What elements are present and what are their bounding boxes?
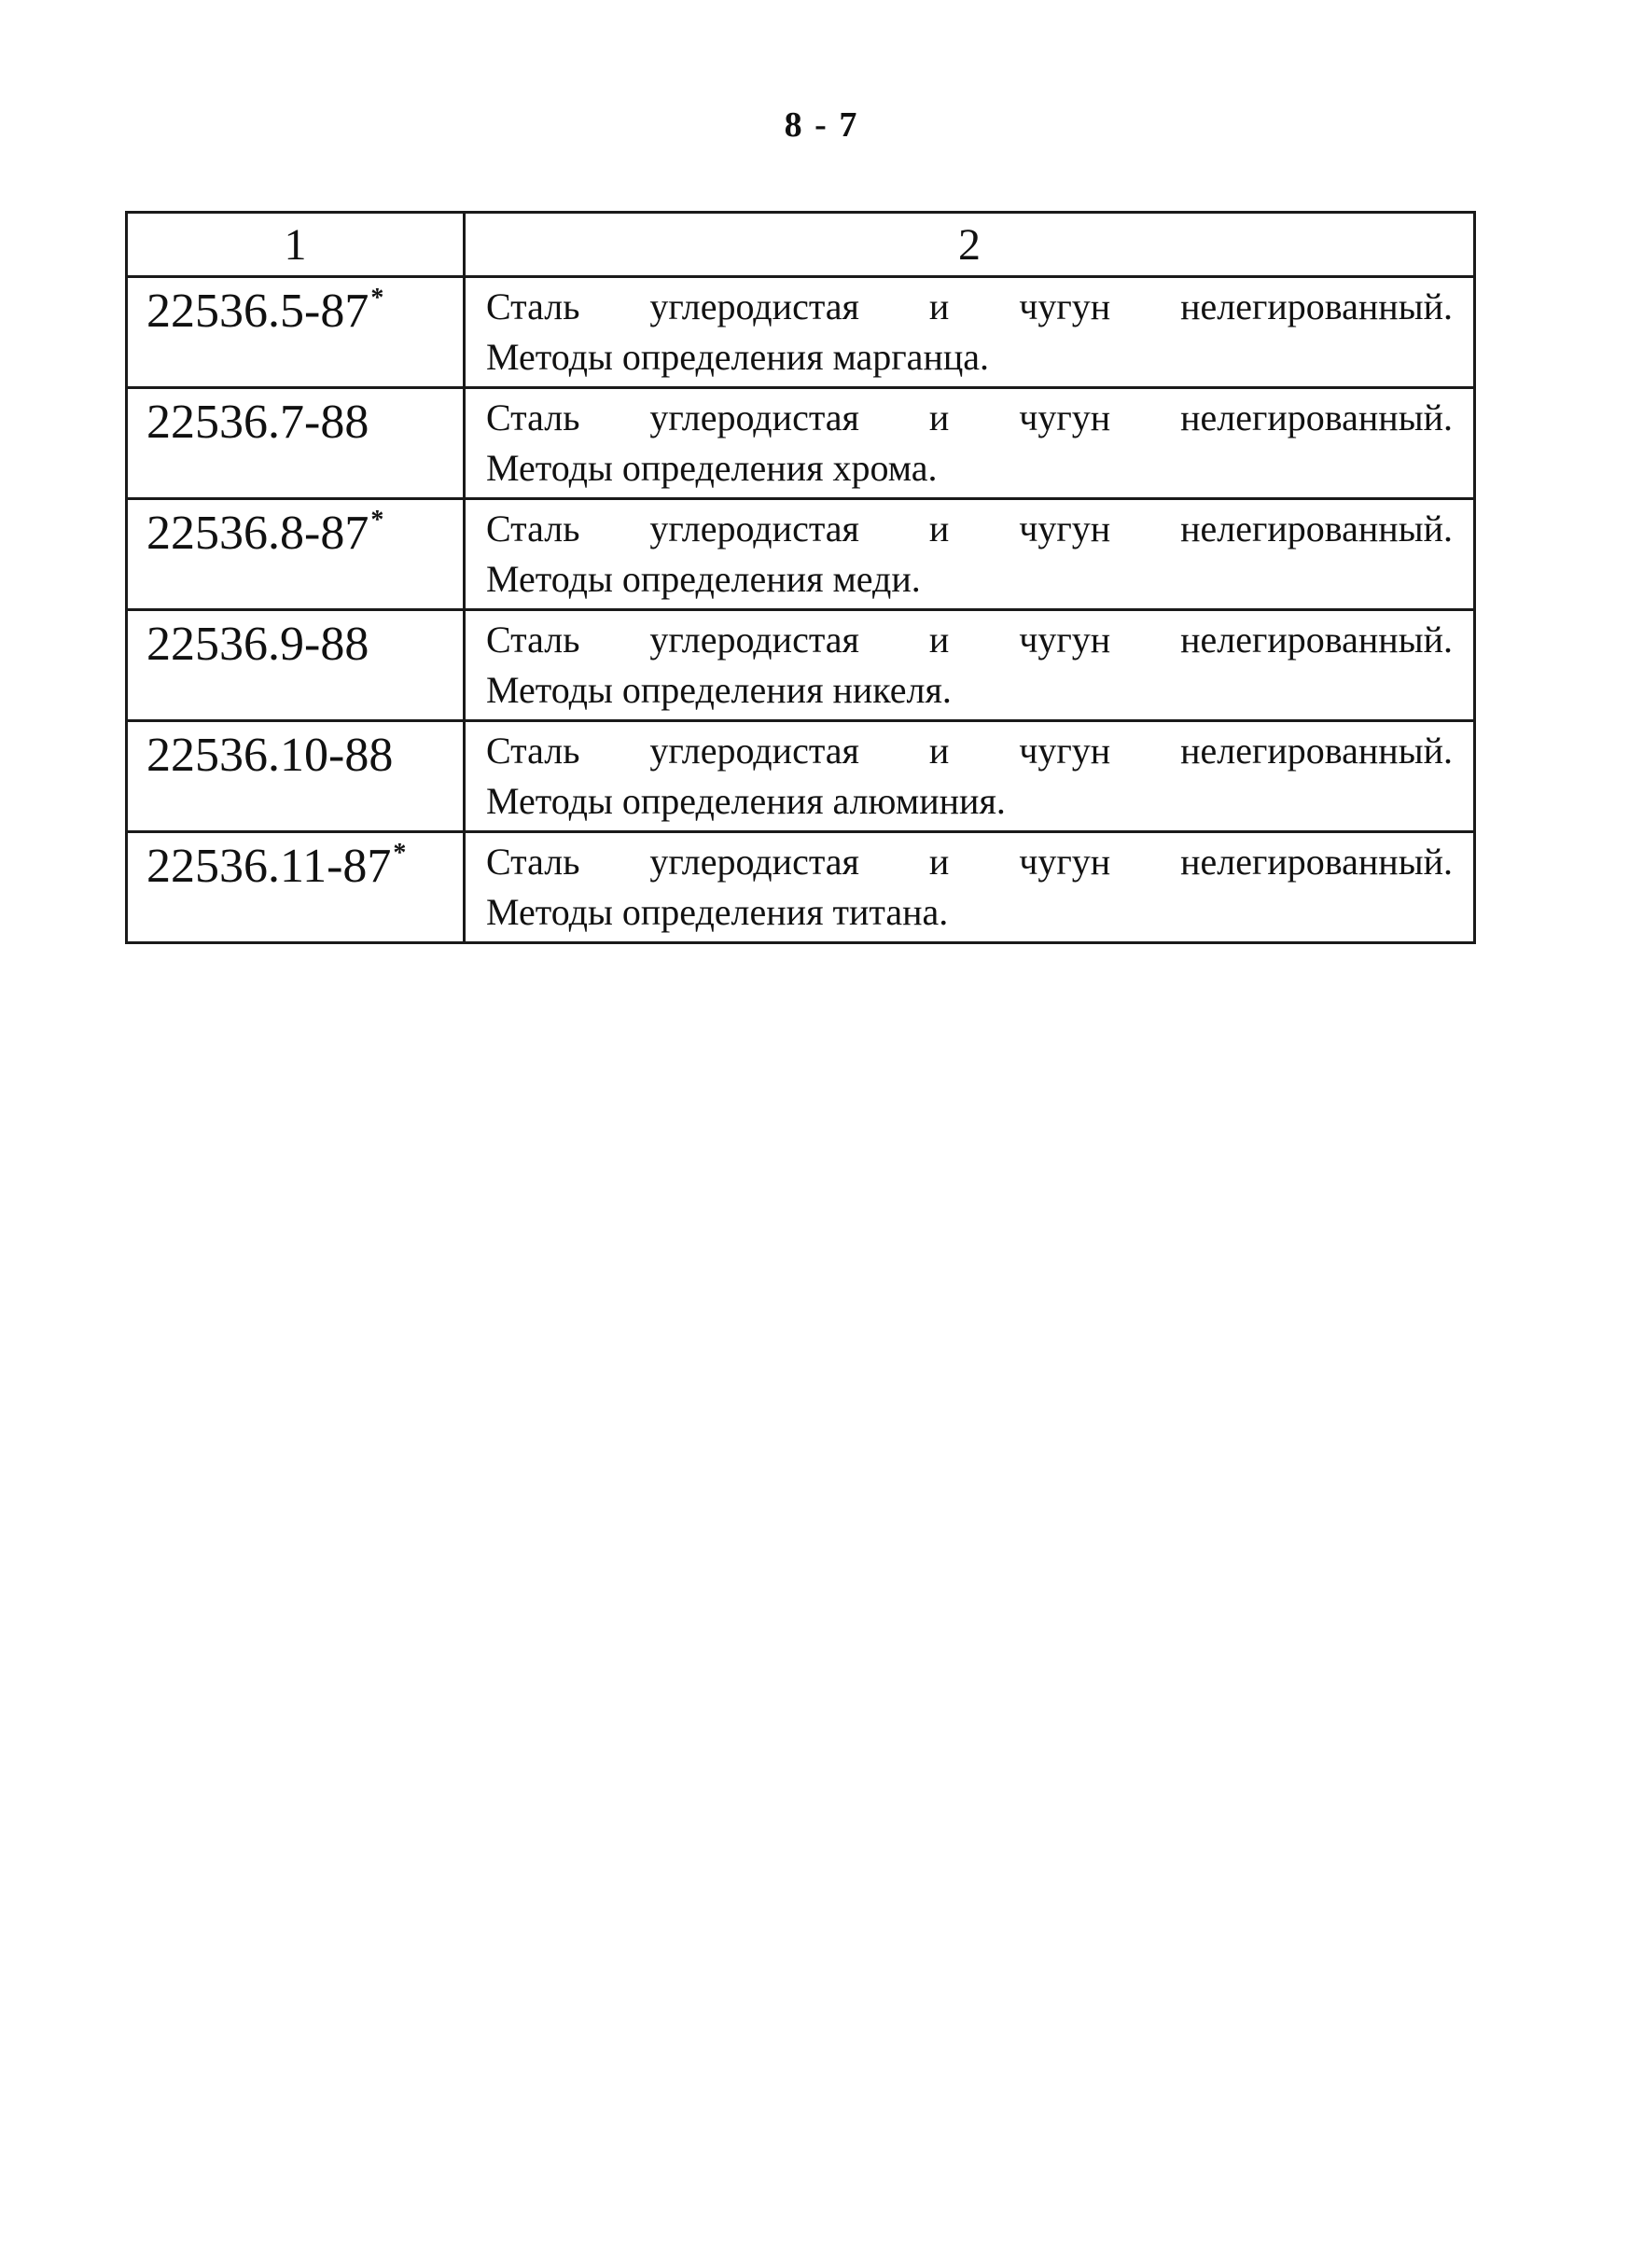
standard-title-cell xyxy=(465,610,1475,721)
standard-title-line2: Методы определения меди. xyxy=(486,558,921,600)
standard-title-cell xyxy=(465,832,1475,943)
table-row xyxy=(127,721,1475,832)
standards-table xyxy=(125,211,1476,944)
standard-title-cell xyxy=(465,388,1475,499)
standard-code-cell xyxy=(127,388,465,499)
standard-title-line1: Сталь углеродистая и чугун нелегированный. xyxy=(486,841,1453,883)
footnote-mark: * xyxy=(370,506,384,535)
standard-title-line2: Методы определения алюминия. xyxy=(486,780,1006,822)
standard-code-cell xyxy=(127,499,465,610)
standard-title-cell xyxy=(465,499,1475,610)
footnote-mark: * xyxy=(370,284,384,313)
standard-title-line1: Сталь углеродистая и чугун нелегированный. xyxy=(486,285,1453,327)
standard-title-line1: Сталь углеродистая и чугун нелегированный. xyxy=(486,397,1453,438)
standard-code: 22536.11-87 xyxy=(146,840,392,893)
standard-code-cell xyxy=(127,610,465,721)
standard-title-line2: Методы определения титана. xyxy=(486,891,949,933)
standard-title-line1: Сталь углеродистая и чугун нелегированный. xyxy=(486,619,1453,661)
standard-code-cell xyxy=(127,277,465,388)
standard-code: 22536.9-88 xyxy=(146,618,369,671)
standard-code-cell xyxy=(127,832,465,943)
table-row xyxy=(127,499,1475,610)
footnote-mark: * xyxy=(393,839,407,868)
standard-title-line2: Методы определения марганца. xyxy=(486,336,990,378)
column-header-1: 1 xyxy=(127,213,465,277)
standard-title-line1: Сталь углеродистая и чугун нелегированный. xyxy=(486,730,1453,772)
standard-code-cell xyxy=(127,721,465,832)
table-header-row xyxy=(127,213,1475,277)
standard-code: 22536.5-87 xyxy=(146,285,369,338)
table-row xyxy=(127,388,1475,499)
column-header-2: 2 xyxy=(465,213,1475,277)
table-row xyxy=(127,610,1475,721)
standard-code: 22536.10-88 xyxy=(146,729,394,782)
standard-code: 22536.7-88 xyxy=(146,396,369,449)
standard-title-cell xyxy=(465,277,1475,388)
standard-title-line2: Методы определения никеля. xyxy=(486,669,952,711)
page-number: 8 - 7 xyxy=(784,105,859,145)
standard-title-cell xyxy=(465,721,1475,832)
standard-title-line1: Сталь углеродистая и чугун нелегированный. xyxy=(486,508,1453,550)
standard-title-line2: Методы определения хрома. xyxy=(486,447,938,489)
table-row xyxy=(127,277,1475,388)
table-row xyxy=(127,832,1475,943)
standard-code: 22536.8-87 xyxy=(146,507,369,560)
